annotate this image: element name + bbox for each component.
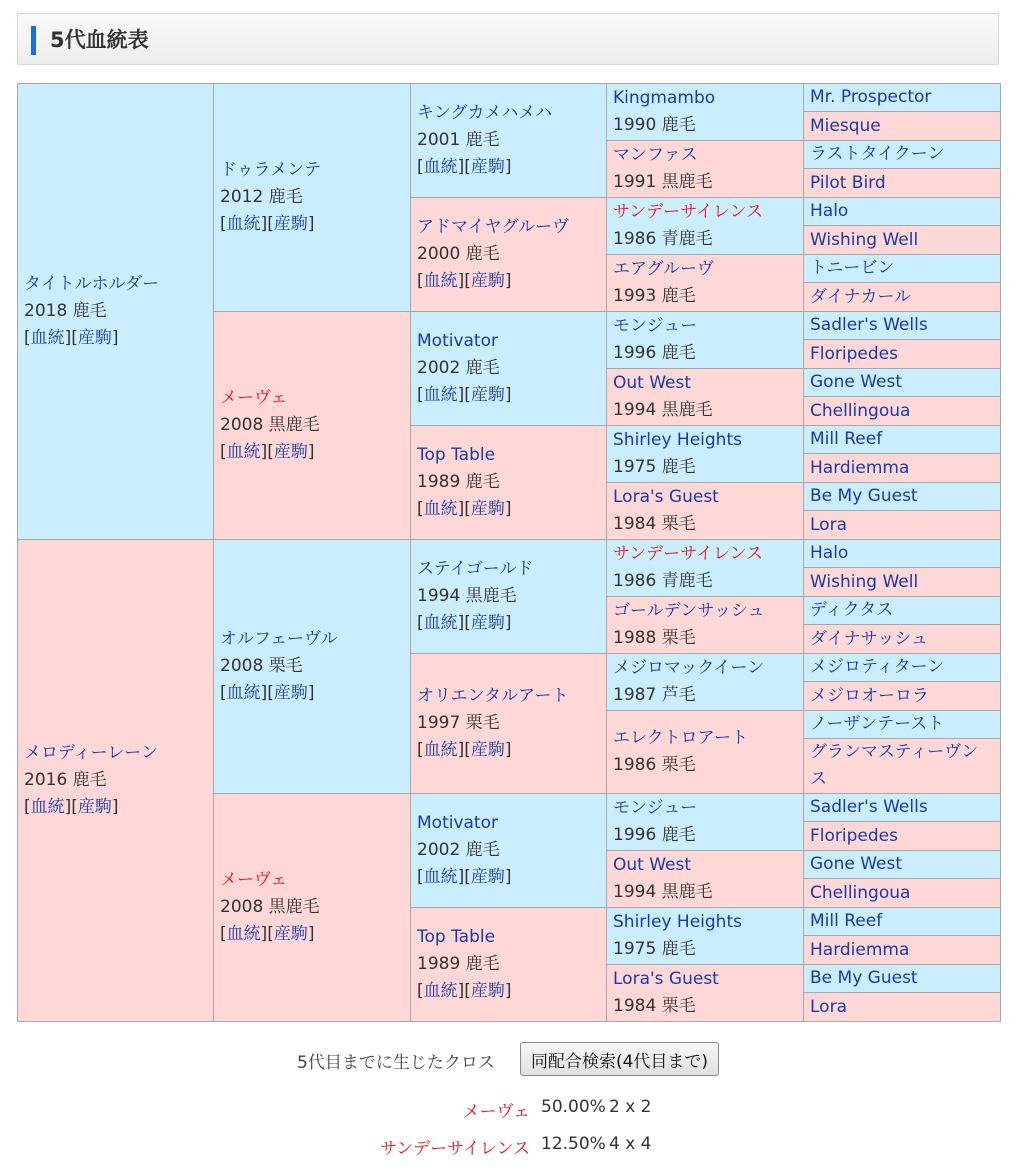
horse-birth-coat: 1991 黒鹿毛 — [613, 172, 713, 192]
horse-name-link[interactable]: モンジュー — [613, 798, 698, 818]
offspring-link[interactable]: 産駒 — [470, 385, 505, 405]
pedigree-cell-g3 — [411, 540, 607, 654]
horse-name-link[interactable]: グランマスティーヴンス — [810, 742, 979, 789]
horse-birth-coat: 1989 鹿毛 — [417, 954, 500, 974]
horse-links: [血統][産駒] — [220, 442, 315, 462]
pedigree-cell-g5 — [804, 426, 1001, 454]
horse-name-link[interactable]: モンジュー — [613, 316, 698, 336]
horse-birth-coat: 2001 鹿毛 — [417, 130, 500, 150]
pedigree-cell-g5 — [804, 483, 1001, 511]
horse-name-link[interactable]: Sadler's Wells — [810, 797, 928, 817]
pedigree-cell-g5 — [804, 879, 1001, 908]
horse-name-link[interactable]: Motivator — [417, 331, 498, 351]
pedigree-cell-g4 — [607, 369, 804, 426]
horse-name-link[interactable]: トニービン — [810, 258, 895, 278]
horse-name-link[interactable]: サンデーサイレンス — [613, 202, 764, 222]
horse-birth-coat: 1994 黒鹿毛 — [417, 586, 517, 606]
pedigree-cell-g3 — [411, 198, 607, 312]
horse-name-link[interactable]: ゴールデンサッシュ — [613, 601, 765, 621]
pedigree-row — [18, 84, 1001, 112]
pedigree-cell-g2 — [214, 84, 411, 312]
pedigree-cell-g5 — [804, 112, 1001, 141]
horse-name-link[interactable]: サンデーサイレンス — [613, 544, 764, 564]
horse-name-link[interactable]: Halo — [810, 543, 849, 563]
horse-name-link[interactable]: Wishing Well — [810, 229, 919, 250]
pedigree-cell-g5 — [804, 597, 1001, 625]
horse-name-link[interactable]: Lora's Guest — [613, 487, 719, 507]
pedigree-cell-g4 — [607, 84, 804, 141]
pedigree-cell-g5 — [804, 283, 1001, 312]
offspring-link[interactable]: 産駒 — [77, 797, 112, 817]
horse-name-link[interactable]: Floripedes — [810, 343, 898, 364]
pedigree-link[interactable]: 血統 — [226, 442, 261, 462]
pedigree-cell-g3 — [411, 908, 607, 1022]
pedigree-cell-g5 — [804, 369, 1001, 397]
offspring-link[interactable]: 産駒 — [273, 924, 308, 944]
horse-name-link[interactable]: Hardiemma — [810, 939, 910, 960]
header-accent-bar — [31, 26, 36, 55]
horse-name-link[interactable]: Be My Guest — [810, 968, 918, 988]
horse-name-link[interactable]: Out West — [613, 373, 692, 393]
horse-birth-coat: 1990 鹿毛 — [613, 115, 696, 135]
horse-name-link[interactable]: Halo — [810, 201, 849, 221]
pedigree-link[interactable]: 血統 — [226, 683, 261, 703]
offspring-link[interactable]: 産駒 — [470, 867, 505, 887]
offspring-link[interactable]: 産駒 — [470, 499, 505, 519]
horse-birth-coat: 1994 黒鹿毛 — [613, 882, 713, 902]
horse-name-link[interactable]: Mr. Prospector — [810, 87, 932, 107]
horse-name-link[interactable]: Top Table — [417, 445, 496, 465]
offspring-link[interactable]: 産駒 — [470, 271, 505, 291]
pedigree-cell-g5 — [804, 312, 1001, 340]
horse-name-link[interactable]: メジロマックイーン — [613, 658, 765, 678]
horse-links: [血統][産駒] — [417, 271, 512, 291]
pedigree-cell-g5 — [804, 965, 1001, 993]
pedigree-cell-g4 — [607, 426, 804, 483]
horse-name-link[interactable]: タイトルホルダー — [24, 274, 159, 294]
pedigree-cell-g4 — [607, 794, 804, 851]
horse-name-link[interactable]: Shirley Heights — [613, 430, 742, 450]
pedigree-cell-g5 — [804, 908, 1001, 936]
horse-name-link[interactable]: Pilot Bird — [810, 172, 886, 193]
horse-name-link[interactable]: Gone West — [810, 372, 903, 392]
horse-name-link[interactable]: Gone West — [810, 854, 903, 874]
pedigree-cell-g4 — [607, 597, 804, 654]
horse-birth-coat: 2018 鹿毛 — [24, 301, 107, 321]
pedigree-cell-g5 — [804, 739, 1001, 794]
horse-birth-coat: 1984 栗毛 — [613, 514, 696, 534]
pedigree-link[interactable]: 血統 — [30, 328, 65, 348]
pedigree-cell-g5 — [804, 993, 1001, 1022]
offspring-link[interactable]: 産駒 — [470, 740, 505, 760]
pedigree-row — [18, 540, 1001, 568]
horse-name-link[interactable]: アドマイヤグルーヴ — [417, 217, 570, 237]
cross-percent: 12.50% — [541, 1134, 606, 1154]
pedigree-link[interactable]: 血統 — [423, 271, 458, 291]
horse-birth-coat: 1987 芦毛 — [613, 685, 696, 705]
pedigree-cell-g5 — [804, 511, 1001, 540]
horse-birth-coat: 1986 栗毛 — [613, 755, 696, 775]
pedigree-cell-g5 — [804, 540, 1001, 568]
pedigree-cell-g4 — [607, 540, 804, 597]
horse-name-link[interactable]: Miesque — [810, 115, 881, 136]
pedigree-link[interactable]: 血統 — [423, 499, 458, 519]
horse-name-link[interactable]: ラストタイクーン — [810, 144, 945, 164]
horse-birth-coat: 1994 黒鹿毛 — [613, 400, 713, 420]
horse-links: [血統][産駒] — [417, 157, 512, 177]
horse-name-link[interactable]: ディクタス — [810, 600, 894, 620]
pedigree-cell-g3 — [411, 84, 607, 198]
pedigree-cell-g2 — [214, 540, 411, 794]
horse-name-link[interactable]: エレクトロアート — [613, 728, 749, 748]
offspring-link[interactable]: 産駒 — [470, 981, 505, 1001]
horse-links: [血統][産駒] — [417, 867, 512, 887]
horse-birth-coat: 1996 鹿毛 — [613, 825, 696, 845]
horse-name-link[interactable]: メーヴェ — [220, 388, 288, 408]
pedigree-cell-g3 — [411, 794, 607, 908]
section-header — [17, 13, 999, 65]
horse-name-link[interactable]: Be My Guest — [810, 486, 918, 506]
pedigree-link[interactable]: 血統 — [423, 867, 458, 887]
pedigree-cell-g5 — [804, 851, 1001, 879]
horse-links: [血統][産駒] — [24, 328, 119, 348]
horse-name-link[interactable]: Wishing Well — [810, 571, 919, 592]
horse-name-link[interactable]: Chellingoua — [810, 400, 911, 421]
horse-birth-coat: 2000 鹿毛 — [417, 244, 500, 264]
horse-name-link[interactable]: メジロオーロラ — [810, 685, 929, 706]
horse-links: [血統][産駒] — [417, 613, 512, 633]
horse-name-link[interactable]: メジロティターン — [810, 657, 945, 677]
horse-name-link[interactable]: Mill Reef — [810, 429, 883, 449]
horse-name-link[interactable]: メロディーレーン — [24, 743, 158, 763]
horse-birth-coat: 1986 青鹿毛 — [613, 571, 713, 591]
horse-name-link[interactable]: マンファス — [613, 145, 698, 165]
horse-name-link[interactable]: ダイナサッシュ — [810, 628, 928, 649]
horse-name-link[interactable]: Lora — [810, 514, 847, 535]
horse-birth-coat: 2008 栗毛 — [220, 656, 303, 676]
horse-name-link[interactable]: ダイナカール — [810, 286, 911, 307]
horse-name-link[interactable]: ノーザンテースト — [810, 714, 945, 734]
cross-horse-link[interactable]: メーヴェ — [462, 1102, 530, 1122]
cross-row — [0, 1134, 1024, 1162]
pedigree-cell-g2 — [214, 794, 411, 1022]
cross-row — [0, 1097, 1024, 1125]
pedigree-cell-g5 — [804, 340, 1001, 369]
horse-name-link[interactable]: Floripedes — [810, 825, 898, 846]
pedigree-cell-g2 — [214, 312, 411, 540]
same-breeding-search-button[interactable]: 同配合検索(4代目まで) — [520, 1042, 719, 1076]
pedigree-cell-g1 — [18, 84, 214, 540]
horse-links: [血統][産駒] — [24, 797, 119, 817]
horse-birth-coat: 2008 黒鹿毛 — [220, 415, 320, 435]
pedigree-link[interactable]: 血統 — [226, 924, 261, 944]
offspring-link[interactable]: 産駒 — [470, 157, 505, 177]
horse-links: [血統][産駒] — [220, 924, 315, 944]
horse-birth-coat: 2012 鹿毛 — [220, 187, 303, 207]
horse-name-link[interactable]: ステイゴールド — [417, 559, 534, 579]
horse-birth-coat: 1975 鹿毛 — [613, 457, 696, 477]
pedigree-cell-g4 — [607, 851, 804, 908]
horse-birth-coat: 1993 鹿毛 — [613, 286, 696, 306]
pedigree-cell-g3 — [411, 426, 607, 540]
horse-birth-coat: 1997 栗毛 — [417, 713, 500, 733]
cross-percent: 50.00% — [541, 1097, 606, 1117]
cross-horse-link[interactable]: サンデーサイレンス — [379, 1139, 530, 1159]
pedigree-cell-g5 — [804, 682, 1001, 711]
horse-links: [血統][産駒] — [220, 214, 315, 234]
horse-birth-coat: 1986 青鹿毛 — [613, 229, 713, 249]
pedigree-link[interactable]: 血統 — [423, 740, 458, 760]
horse-birth-coat: 2002 鹿毛 — [417, 358, 500, 378]
pedigree-cell-g5 — [804, 654, 1001, 682]
horse-birth-coat: 1996 鹿毛 — [613, 343, 696, 363]
pedigree-link[interactable]: 血統 — [30, 797, 65, 817]
horse-birth-coat: 1989 鹿毛 — [417, 472, 500, 492]
pedigree-cell-g4 — [607, 711, 804, 794]
horse-name-link[interactable]: Top Table — [417, 927, 496, 947]
pedigree-cell-g3 — [411, 654, 607, 794]
pedigree-cell-g5 — [804, 568, 1001, 597]
pedigree-link[interactable]: 血統 — [423, 385, 458, 405]
horse-name-link[interactable]: メーヴェ — [220, 870, 288, 890]
pedigree-cell-g4 — [607, 255, 804, 312]
pedigree-cell-g4 — [607, 965, 804, 1022]
pedigree-cell-g5 — [804, 255, 1001, 283]
pedigree-cell-g5 — [804, 822, 1001, 851]
horse-name-link[interactable]: Kingmambo — [613, 88, 716, 108]
horse-name-link[interactable]: Chellingoua — [810, 882, 911, 903]
pedigree-cell-g5 — [804, 625, 1001, 654]
offspring-link[interactable]: 産駒 — [273, 442, 308, 462]
horse-name-link[interactable]: Hardiemma — [810, 457, 910, 478]
pedigree-cell-g4 — [607, 483, 804, 540]
pedigree-cell-g5 — [804, 226, 1001, 255]
horse-links: [血統][産駒] — [417, 740, 512, 760]
pedigree-cell-g5 — [804, 198, 1001, 226]
section-title: 5代血統表 — [50, 28, 149, 52]
horse-name-link[interactable]: オリエンタルアート — [417, 686, 569, 706]
pedigree-link[interactable]: 血統 — [423, 613, 458, 633]
horse-birth-coat: 2016 鹿毛 — [24, 770, 107, 790]
horse-name-link[interactable]: エアグルーヴ — [613, 259, 714, 279]
horse-name-link[interactable]: Shirley Heights — [613, 912, 742, 932]
horse-links: [血統][産駒] — [417, 385, 512, 405]
horse-name-link[interactable]: オルフェーヴル — [220, 629, 338, 649]
pedigree-cell-g4 — [607, 312, 804, 369]
pedigree-cell-g5 — [804, 454, 1001, 483]
horse-name-link[interactable]: Out West — [613, 855, 692, 875]
pedigree-cell-g5 — [804, 711, 1001, 739]
cross-header — [0, 1042, 1024, 1076]
pedigree-cell-g3 — [411, 312, 607, 426]
horse-birth-coat: 1975 鹿毛 — [613, 939, 696, 959]
cross-generation: 4 x 4 — [609, 1134, 652, 1154]
horse-name-link[interactable]: Lora's Guest — [613, 969, 719, 989]
pedigree-cell-g5 — [804, 936, 1001, 965]
pedigree-cell-g1 — [18, 540, 214, 1022]
horse-birth-coat: 2008 黒鹿毛 — [220, 897, 320, 917]
pedigree-cell-g5 — [804, 141, 1001, 169]
horse-name-link[interactable]: キングカメハメハ — [417, 103, 553, 123]
pedigree-cell-g5 — [804, 794, 1001, 822]
offspring-link[interactable]: 産駒 — [273, 683, 308, 703]
offspring-link[interactable]: 産駒 — [470, 613, 505, 633]
horse-name-link[interactable]: Sadler's Wells — [810, 315, 928, 335]
pedigree-cell-g5 — [804, 397, 1001, 426]
cross-label: 5代目までに生じたクロス — [297, 1053, 495, 1073]
pedigree-cell-g5 — [804, 84, 1001, 112]
pedigree-cell-g4 — [607, 908, 804, 965]
horse-birth-coat: 1984 栗毛 — [613, 996, 696, 1016]
horse-birth-coat: 2002 鹿毛 — [417, 840, 500, 860]
horse-links: [血統][産駒] — [220, 683, 315, 703]
horse-name-link[interactable]: ドゥラメンテ — [220, 160, 322, 180]
cross-generation: 2 x 2 — [609, 1097, 652, 1117]
pedigree-link[interactable]: 血統 — [423, 981, 458, 1001]
horse-links: [血統][産駒] — [417, 499, 512, 519]
offspring-link[interactable]: 産駒 — [273, 214, 308, 234]
pedigree-table — [17, 83, 1001, 1022]
pedigree-link[interactable]: 血統 — [226, 214, 261, 234]
offspring-link[interactable]: 産駒 — [77, 328, 112, 348]
horse-name-link[interactable]: Lora — [810, 996, 847, 1017]
horse-name-link[interactable]: Mill Reef — [810, 911, 883, 931]
horse-birth-coat: 1988 栗毛 — [613, 628, 696, 648]
pedigree-cell-g4 — [607, 198, 804, 255]
horse-links: [血統][産駒] — [417, 981, 512, 1001]
pedigree-cell-g4 — [607, 654, 804, 711]
pedigree-cell-g4 — [607, 141, 804, 198]
horse-name-link[interactable]: Motivator — [417, 813, 498, 833]
pedigree-cell-g5 — [804, 169, 1001, 198]
pedigree-link[interactable]: 血統 — [423, 157, 458, 177]
